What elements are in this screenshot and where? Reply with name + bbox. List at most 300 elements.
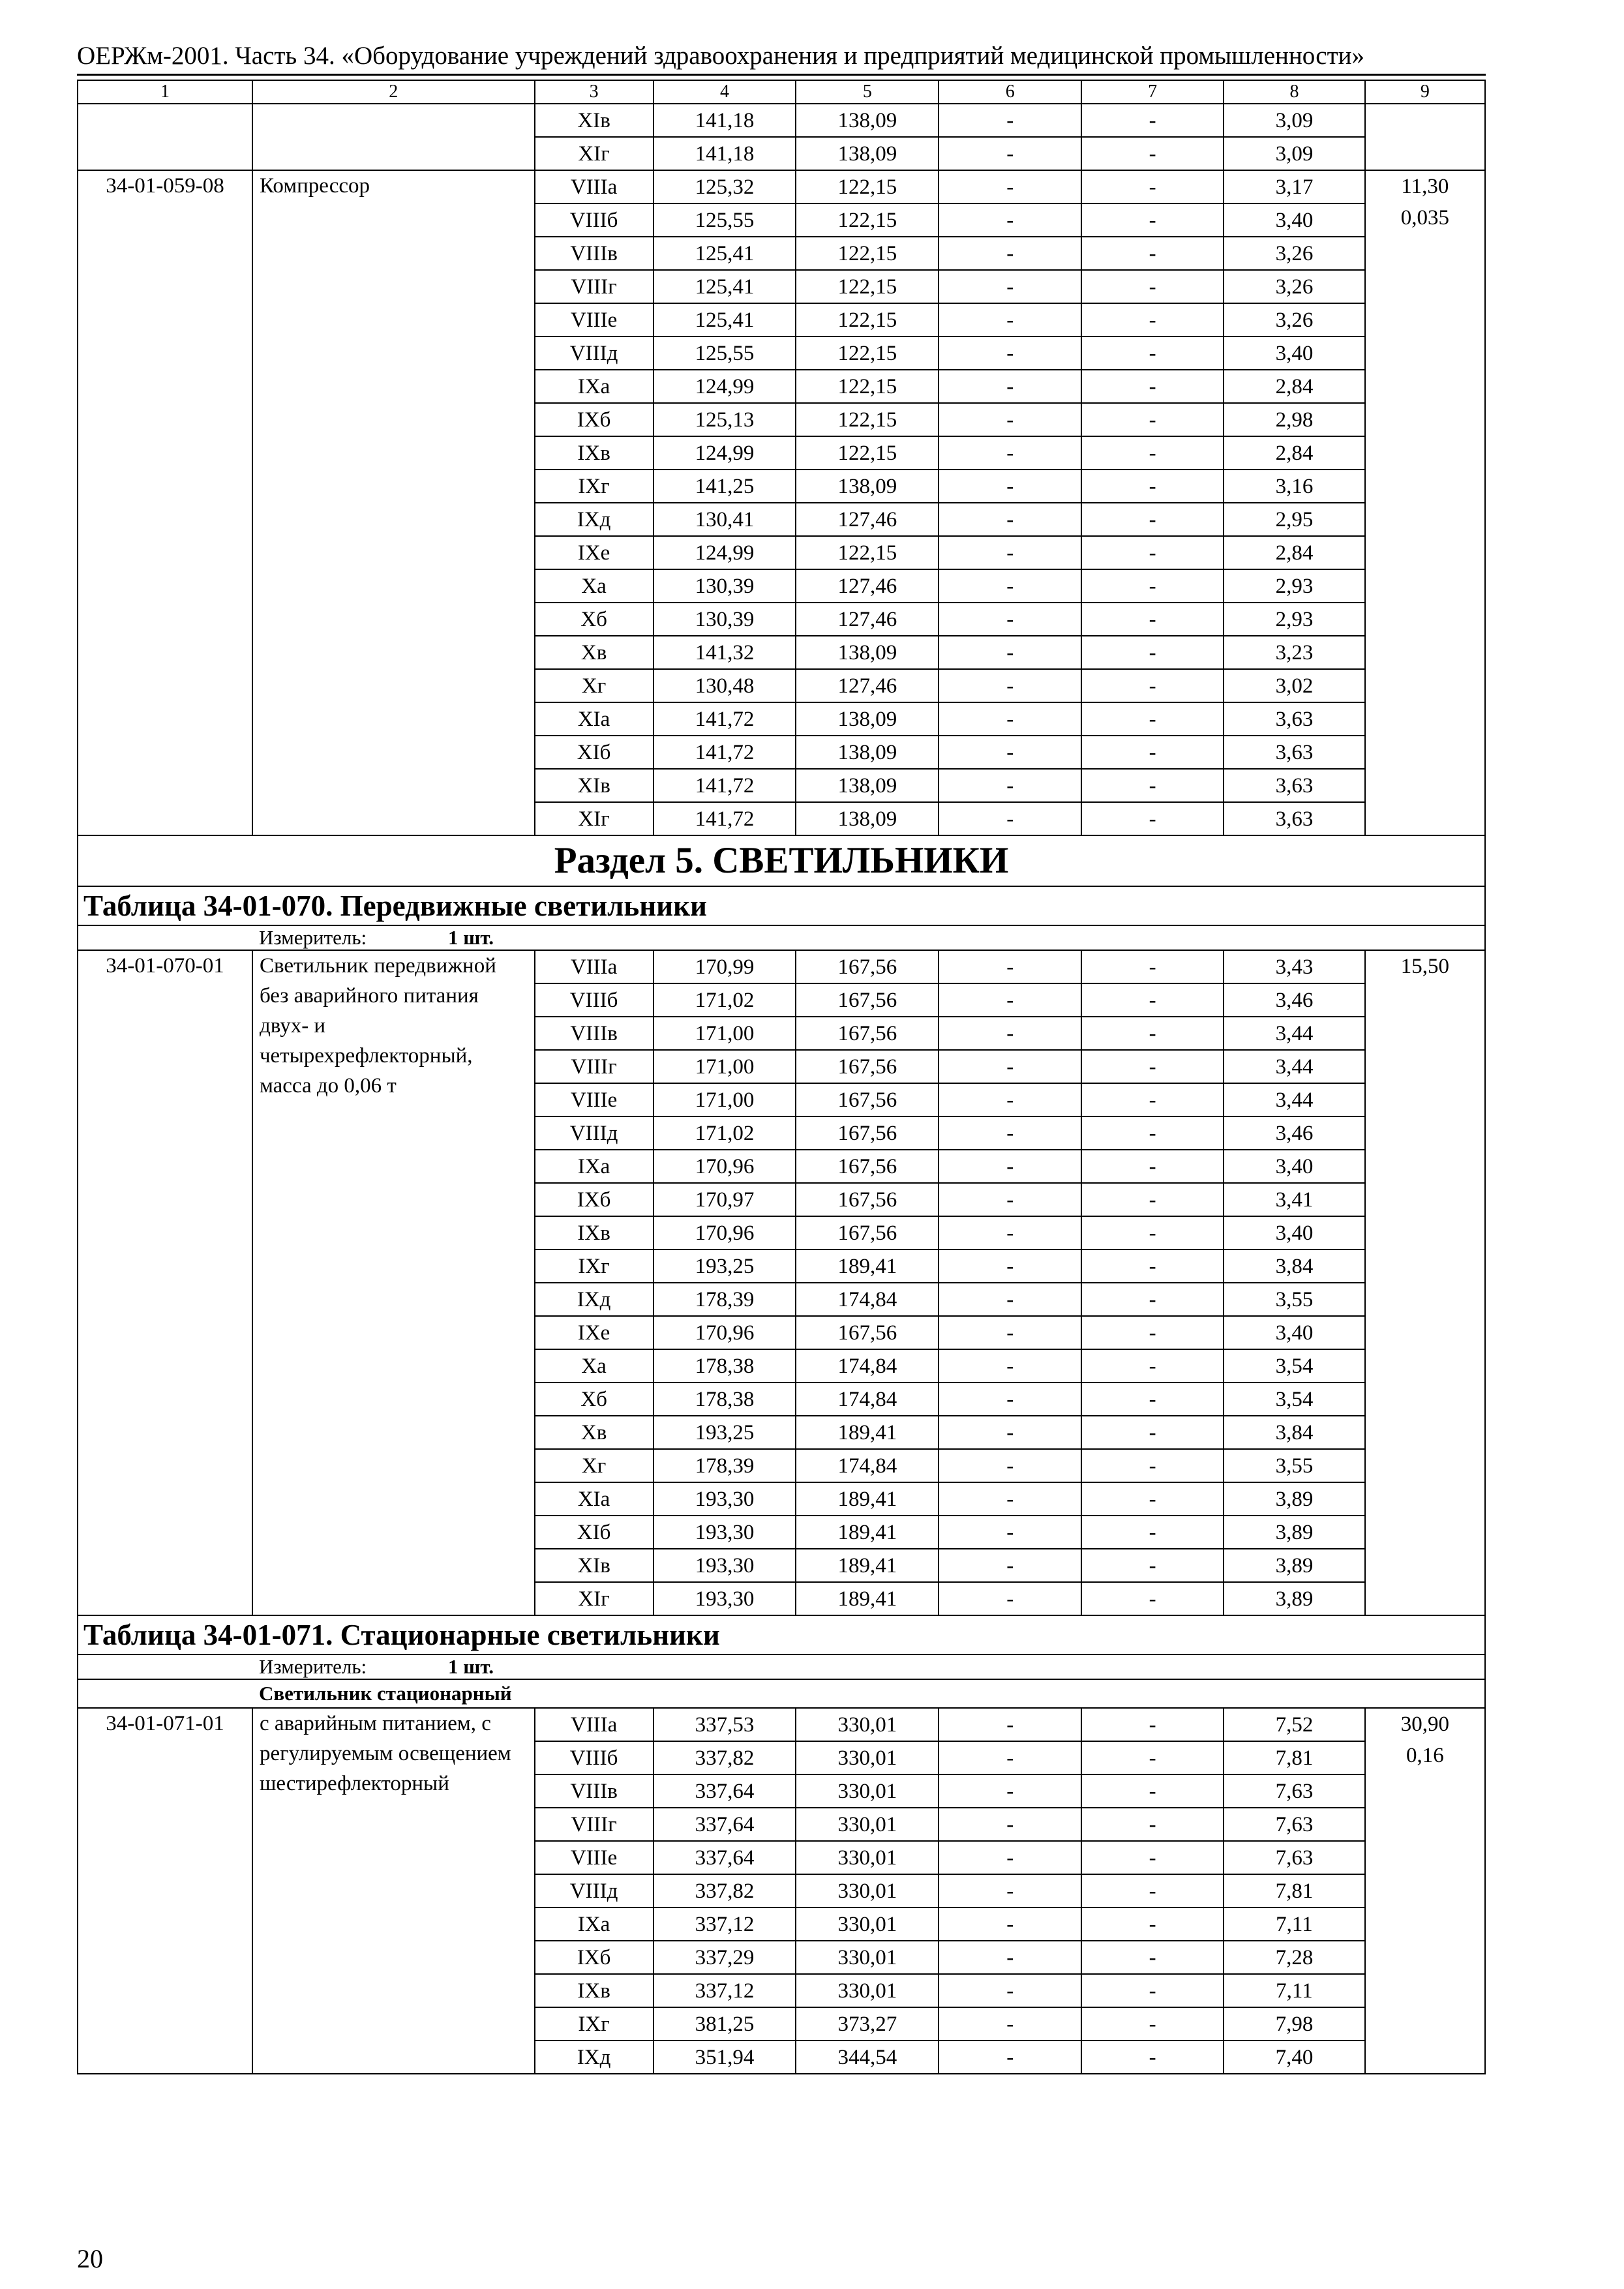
cell-col6: - (939, 736, 1081, 769)
column-number-row (78, 80, 1485, 104)
cell-col8: 3,26 (1224, 303, 1365, 337)
cell-col8: 2,95 (1224, 503, 1365, 536)
cell-col6: - (939, 569, 1081, 603)
item-name: Компрессор (252, 170, 535, 835)
cell-col4: 141,72 (654, 702, 796, 736)
cell-col7: - (1081, 104, 1224, 137)
measure-value: 1 шт. (447, 926, 494, 949)
cell-col3: XIв (535, 1549, 654, 1582)
cell-col8: 3,09 (1224, 137, 1365, 170)
cell-col5: 330,01 (796, 1708, 939, 1741)
cell-col6: - (939, 1216, 1081, 1249)
cell-col4: 193,30 (654, 1482, 796, 1516)
cell-col7: - (1081, 1582, 1224, 1615)
cell-col5: 174,84 (796, 1449, 939, 1482)
cell-col6: - (939, 1774, 1081, 1808)
cell-col6: - (939, 669, 1081, 702)
cell-col5: 138,09 (796, 636, 939, 669)
measure-spacer (78, 925, 252, 950)
cell-col8: 3,54 (1224, 1349, 1365, 1383)
cell-col5: 330,01 (796, 1741, 939, 1774)
column-number: 3 (535, 80, 654, 104)
column-number: 1 (78, 80, 252, 104)
cell-col3: XIа (535, 702, 654, 736)
cell-col8: 3,26 (1224, 270, 1365, 303)
cell-col8: 7,40 (1224, 2041, 1365, 2074)
table-title-070-row (78, 886, 1485, 925)
cell-col3: IXд (535, 1283, 654, 1316)
cell-col7: - (1081, 470, 1224, 503)
table-title-071-row (78, 1615, 1485, 1654)
rates-table (77, 80, 1486, 2074)
cell-col5: 122,15 (796, 403, 939, 436)
cell-col8: 3,63 (1224, 702, 1365, 736)
cell-col7: - (1081, 1017, 1224, 1050)
cell-col6: - (939, 1316, 1081, 1349)
page-number: 20 (77, 2244, 103, 2273)
cell-col4: 124,99 (654, 536, 796, 569)
cell-col7: - (1081, 769, 1224, 802)
cell-col6: - (939, 403, 1081, 436)
cell-col8: 7,63 (1224, 1841, 1365, 1874)
cell-col7: - (1081, 1083, 1224, 1116)
item-code: 34-01-070-01 (78, 950, 252, 1615)
cell-col7: - (1081, 2041, 1224, 2074)
cell-col3: VIIIв (535, 1774, 654, 1808)
cell-col4: 130,48 (654, 669, 796, 702)
cell-col3: Xв (535, 1416, 654, 1449)
table-title-071: Таблица 34-01-071. Стационарные светильники (78, 1615, 1485, 1654)
cell-col7: - (1081, 436, 1224, 470)
cell-col4: 337,64 (654, 1808, 796, 1841)
cell-col4: 141,72 (654, 736, 796, 769)
cell-col8: 3,63 (1224, 736, 1365, 769)
cell-col8: 7,81 (1224, 1874, 1365, 1908)
cell-col5: 330,01 (796, 1841, 939, 1874)
cell-col6: - (939, 1383, 1081, 1416)
cell-col8: 3,16 (1224, 470, 1365, 503)
cell-col3: IXб (535, 1183, 654, 1216)
cell-col4: 351,94 (654, 2041, 796, 2074)
cell-col6: - (939, 436, 1081, 470)
cell-col5: 174,84 (796, 1383, 939, 1416)
col9-values (1365, 104, 1485, 170)
cell-col3: VIIIе (535, 303, 654, 337)
col9-value: 0,035 (1400, 206, 1450, 230)
cell-col7: - (1081, 950, 1224, 983)
cell-col7: - (1081, 569, 1224, 603)
cell-col8: 3,40 (1224, 1216, 1365, 1249)
cell-col5: 167,56 (796, 1183, 939, 1216)
cell-col6: - (939, 769, 1081, 802)
cell-col4: 141,18 (654, 137, 796, 170)
cell-col4: 130,39 (654, 603, 796, 636)
cell-col6: - (939, 1150, 1081, 1183)
cell-col6: - (939, 636, 1081, 669)
cell-col4: 337,82 (654, 1874, 796, 1908)
cell-col8: 3,89 (1224, 1516, 1365, 1549)
cell-col8: 3,44 (1224, 1083, 1365, 1116)
section-title-row (78, 835, 1485, 886)
cell-col4: 125,41 (654, 270, 796, 303)
cell-col5: 330,01 (796, 1874, 939, 1908)
cell-col3: VIIIв (535, 1017, 654, 1050)
cell-col4: 381,25 (654, 2007, 796, 2041)
subheader-spacer (78, 1679, 252, 1708)
cell-col6: - (939, 1017, 1081, 1050)
cell-col7: - (1081, 669, 1224, 702)
cell-col4: 141,18 (654, 104, 796, 137)
cell-col3: IXд (535, 2041, 654, 2074)
cell-col7: - (1081, 736, 1224, 769)
cell-col6: - (939, 1283, 1081, 1316)
column-number: 5 (796, 80, 939, 104)
measure-label: Измеритель: (258, 926, 367, 949)
cell-col3: VIIIг (535, 1808, 654, 1841)
cell-col8: 3,84 (1224, 1416, 1365, 1449)
cell-col5: 344,54 (796, 2041, 939, 2074)
cell-col5: 167,56 (796, 1116, 939, 1150)
cell-col4: 170,99 (654, 950, 796, 983)
cell-col5: 122,15 (796, 303, 939, 337)
table-row (78, 104, 1485, 137)
cell-col5: 138,09 (796, 104, 939, 137)
cell-col5: 330,01 (796, 1941, 939, 1974)
cell-col6: - (939, 983, 1081, 1017)
cell-col8: 2,84 (1224, 436, 1365, 470)
cell-col4: 171,02 (654, 1116, 796, 1150)
item-code: 34-01-071-01 (78, 1708, 252, 2074)
cell-col8: 3,43 (1224, 950, 1365, 983)
cell-col7: - (1081, 702, 1224, 736)
cell-col4: 193,30 (654, 1549, 796, 1582)
cell-col7: - (1081, 1249, 1224, 1283)
cell-col5: 127,46 (796, 503, 939, 536)
cell-col3: XIб (535, 736, 654, 769)
cell-col5: 138,09 (796, 802, 939, 835)
cell-col7: - (1081, 1116, 1224, 1150)
cell-col4: 170,96 (654, 1316, 796, 1349)
cell-col4: 141,25 (654, 470, 796, 503)
cell-col5: 189,41 (796, 1249, 939, 1283)
cell-col6: - (939, 950, 1081, 983)
cell-col5: 373,27 (796, 2007, 939, 2041)
cell-col4: 141,32 (654, 636, 796, 669)
cell-col7: - (1081, 983, 1224, 1017)
cell-col4: 193,25 (654, 1249, 796, 1283)
col9-values (1365, 170, 1485, 835)
cell-col8: 2,93 (1224, 603, 1365, 636)
cell-col4: 125,55 (654, 337, 796, 370)
subheader: Светильник стационарный (252, 1679, 1485, 1708)
cell-col7: - (1081, 1516, 1224, 1549)
column-number: 8 (1224, 80, 1365, 104)
cell-col3: IXв (535, 1974, 654, 2007)
cell-col3: XIв (535, 769, 654, 802)
measure-unit (252, 925, 1485, 950)
cell-col8: 3,55 (1224, 1449, 1365, 1482)
cell-col3: IXб (535, 403, 654, 436)
cell-col4: 178,39 (654, 1283, 796, 1316)
cell-col8: 3,55 (1224, 1283, 1365, 1316)
cell-col4: 130,41 (654, 503, 796, 536)
cell-col3: VIIIд (535, 1116, 654, 1150)
measure-value: 1 шт. (447, 1655, 494, 1678)
cell-col5: 167,56 (796, 1017, 939, 1050)
cell-col5: 122,15 (796, 436, 939, 470)
cell-col6: - (939, 203, 1081, 237)
cell-col5: 122,15 (796, 270, 939, 303)
cell-col6: - (939, 303, 1081, 337)
cell-col5: 122,15 (796, 337, 939, 370)
cell-col7: - (1081, 1416, 1224, 1449)
cell-col8: 3,41 (1224, 1183, 1365, 1216)
cell-col6: - (939, 170, 1081, 203)
cell-col7: - (1081, 337, 1224, 370)
cell-col7: - (1081, 270, 1224, 303)
cell-col3: XIб (535, 1516, 654, 1549)
cell-col3: Xв (535, 636, 654, 669)
column-number: 2 (252, 80, 535, 104)
cell-col8: 7,63 (1224, 1808, 1365, 1841)
cell-col7: - (1081, 1050, 1224, 1083)
cell-col5: 122,15 (796, 203, 939, 237)
cell-col6: - (939, 1449, 1081, 1482)
cell-col3: VIIIб (535, 203, 654, 237)
cell-col4: 337,12 (654, 1908, 796, 1941)
cell-col3: XIв (535, 104, 654, 137)
cell-col3: VIIIд (535, 337, 654, 370)
cell-col8: 3,23 (1224, 636, 1365, 669)
cell-col8: 3,40 (1224, 1150, 1365, 1183)
cell-col4: 170,96 (654, 1150, 796, 1183)
cell-col3: VIIIб (535, 983, 654, 1017)
cell-col5: 330,01 (796, 1774, 939, 1808)
cell-col8: 7,98 (1224, 2007, 1365, 2041)
cell-col5: 167,56 (796, 983, 939, 1017)
section-title: Раздел 5. СВЕТИЛЬНИКИ (78, 835, 1485, 886)
cell-col8: 3,46 (1224, 983, 1365, 1017)
col9-value: 11,30 (1401, 175, 1449, 198)
cell-col5: 122,15 (796, 536, 939, 569)
cell-col8: 3,40 (1224, 1316, 1365, 1349)
cell-col3: IXв (535, 436, 654, 470)
item-code (78, 104, 252, 170)
cell-col8: 7,63 (1224, 1774, 1365, 1808)
cell-col7: - (1081, 1874, 1224, 1908)
cell-col6: - (939, 1874, 1081, 1908)
cell-col7: - (1081, 536, 1224, 569)
cell-col3: VIIIе (535, 1841, 654, 1874)
cell-col5: 167,56 (796, 1216, 939, 1249)
cell-col3: IXе (535, 1316, 654, 1349)
cell-col5: 167,56 (796, 950, 939, 983)
cell-col8: 3,89 (1224, 1582, 1365, 1615)
cell-col7: - (1081, 1808, 1224, 1841)
cell-col6: - (939, 1183, 1081, 1216)
cell-col3: IXа (535, 1150, 654, 1183)
cell-col7: - (1081, 170, 1224, 203)
cell-col4: 141,72 (654, 769, 796, 802)
cell-col5: 122,15 (796, 237, 939, 270)
cell-col6: - (939, 536, 1081, 569)
cell-col6: - (939, 1050, 1081, 1083)
cell-col5: 138,09 (796, 769, 939, 802)
cell-col6: - (939, 1908, 1081, 1941)
cell-col8: 3,44 (1224, 1050, 1365, 1083)
cell-col7: - (1081, 237, 1224, 270)
cell-col8: 7,81 (1224, 1741, 1365, 1774)
table-body (78, 80, 1485, 2074)
cell-col3: IXб (535, 1941, 654, 1974)
cell-col7: - (1081, 1216, 1224, 1249)
table-title-070: Таблица 34-01-070. Передвижные светильники (78, 886, 1485, 925)
cell-col8: 3,89 (1224, 1482, 1365, 1516)
cell-col6: - (939, 2041, 1081, 2074)
cell-col4: 171,00 (654, 1083, 796, 1116)
cell-col4: 125,41 (654, 303, 796, 337)
cell-col3: IXг (535, 1249, 654, 1283)
cell-col6: - (939, 1741, 1081, 1774)
cell-col7: - (1081, 1708, 1224, 1741)
cell-col3: VIIIд (535, 1874, 654, 1908)
cell-col8: 3,46 (1224, 1116, 1365, 1150)
cell-col7: - (1081, 1349, 1224, 1383)
cell-col3: Xа (535, 1349, 654, 1383)
cell-col3: IXа (535, 370, 654, 403)
cell-col6: - (939, 603, 1081, 636)
cell-col8: 3,40 (1224, 337, 1365, 370)
cell-col5: 167,56 (796, 1050, 939, 1083)
measure-row (78, 925, 1485, 950)
item-name (252, 104, 535, 170)
cell-col6: - (939, 1974, 1081, 2007)
cell-col7: - (1081, 503, 1224, 536)
cell-col6: - (939, 1116, 1081, 1150)
cell-col6: - (939, 503, 1081, 536)
cell-col7: - (1081, 1974, 1224, 2007)
cell-col4: 124,99 (654, 370, 796, 403)
cell-col7: - (1081, 370, 1224, 403)
cell-col5: 127,46 (796, 569, 939, 603)
cell-col4: 141,72 (654, 802, 796, 835)
cell-col5: 138,09 (796, 736, 939, 769)
cell-col7: - (1081, 203, 1224, 237)
cell-col5: 127,46 (796, 669, 939, 702)
cell-col3: VIIIб (535, 1741, 654, 1774)
cell-col5: 174,84 (796, 1349, 939, 1383)
cell-col7: - (1081, 1741, 1224, 1774)
table-row (78, 170, 1485, 203)
cell-col4: 337,53 (654, 1708, 796, 1741)
col9-values (1365, 950, 1485, 1615)
cell-col3: Xг (535, 1449, 654, 1482)
cell-col3: IXг (535, 2007, 654, 2041)
cell-col7: - (1081, 802, 1224, 835)
cell-col3: IXг (535, 470, 654, 503)
cell-col7: - (1081, 137, 1224, 170)
cell-col8: 3,44 (1224, 1017, 1365, 1050)
cell-col3: Xа (535, 569, 654, 603)
cell-col8: 3,09 (1224, 104, 1365, 137)
cell-col7: - (1081, 1449, 1224, 1482)
cell-col6: - (939, 237, 1081, 270)
cell-col5: 189,41 (796, 1582, 939, 1615)
cell-col5: 138,09 (796, 702, 939, 736)
cell-col6: - (939, 1083, 1081, 1116)
cell-col4: 171,02 (654, 983, 796, 1017)
measure-spacer (78, 1654, 252, 1679)
cell-col4: 193,30 (654, 1516, 796, 1549)
cell-col6: - (939, 1708, 1081, 1741)
cell-col8: 2,84 (1224, 536, 1365, 569)
cell-col5: 138,09 (796, 470, 939, 503)
cell-col7: - (1081, 1150, 1224, 1183)
cell-col7: - (1081, 403, 1224, 436)
cell-col6: - (939, 104, 1081, 137)
cell-col4: 193,25 (654, 1416, 796, 1449)
cell-col3: VIIIг (535, 270, 654, 303)
cell-col4: 125,32 (654, 170, 796, 203)
table-row (78, 950, 1485, 983)
cell-col3: XIг (535, 137, 654, 170)
col9-values (1365, 1708, 1485, 2074)
cell-col3: IXе (535, 536, 654, 569)
cell-col5: 330,01 (796, 1808, 939, 1841)
item-name: с аварийным питанием, с регулируемым освещением шестирефлекторный (252, 1708, 535, 2074)
cell-col7: - (1081, 1482, 1224, 1516)
cell-col3: VIIIа (535, 1708, 654, 1741)
item-name: Светильник передвижной без аварийного питания двух- и четырехрефлекторный, масса до 0,06 т (252, 950, 535, 1615)
cell-col5: 167,56 (796, 1083, 939, 1116)
cell-col8: 2,98 (1224, 403, 1365, 436)
cell-col7: - (1081, 603, 1224, 636)
cell-col5: 127,46 (796, 603, 939, 636)
cell-col8: 3,40 (1224, 203, 1365, 237)
cell-col7: - (1081, 1908, 1224, 1941)
cell-col6: - (939, 370, 1081, 403)
cell-col5: 189,41 (796, 1416, 939, 1449)
cell-col7: - (1081, 1841, 1224, 1874)
cell-col4: 337,64 (654, 1774, 796, 1808)
subheader-row (78, 1679, 1485, 1708)
cell-col4: 171,00 (654, 1017, 796, 1050)
cell-col4: 178,39 (654, 1449, 796, 1482)
cell-col3: VIIIа (535, 170, 654, 203)
cell-col8: 3,26 (1224, 237, 1365, 270)
cell-col3: XIг (535, 802, 654, 835)
cell-col8: 2,93 (1224, 569, 1365, 603)
cell-col6: - (939, 1349, 1081, 1383)
cell-col4: 125,13 (654, 403, 796, 436)
cell-col5: 189,41 (796, 1482, 939, 1516)
cell-col3: IXа (535, 1908, 654, 1941)
cell-col4: 124,99 (654, 436, 796, 470)
cell-col6: - (939, 1941, 1081, 1974)
cell-col6: - (939, 1416, 1081, 1449)
cell-col6: - (939, 1582, 1081, 1615)
header-rule (77, 74, 1486, 76)
column-number: 7 (1081, 80, 1224, 104)
measure-label: Измеритель: (258, 1655, 367, 1678)
cell-col6: - (939, 137, 1081, 170)
cell-col4: 125,41 (654, 237, 796, 270)
item-code: 34-01-059-08 (78, 170, 252, 835)
col9-value: 15,50 (1400, 955, 1450, 978)
cell-col4: 193,30 (654, 1582, 796, 1615)
cell-col7: - (1081, 1383, 1224, 1416)
cell-col5: 167,56 (796, 1150, 939, 1183)
